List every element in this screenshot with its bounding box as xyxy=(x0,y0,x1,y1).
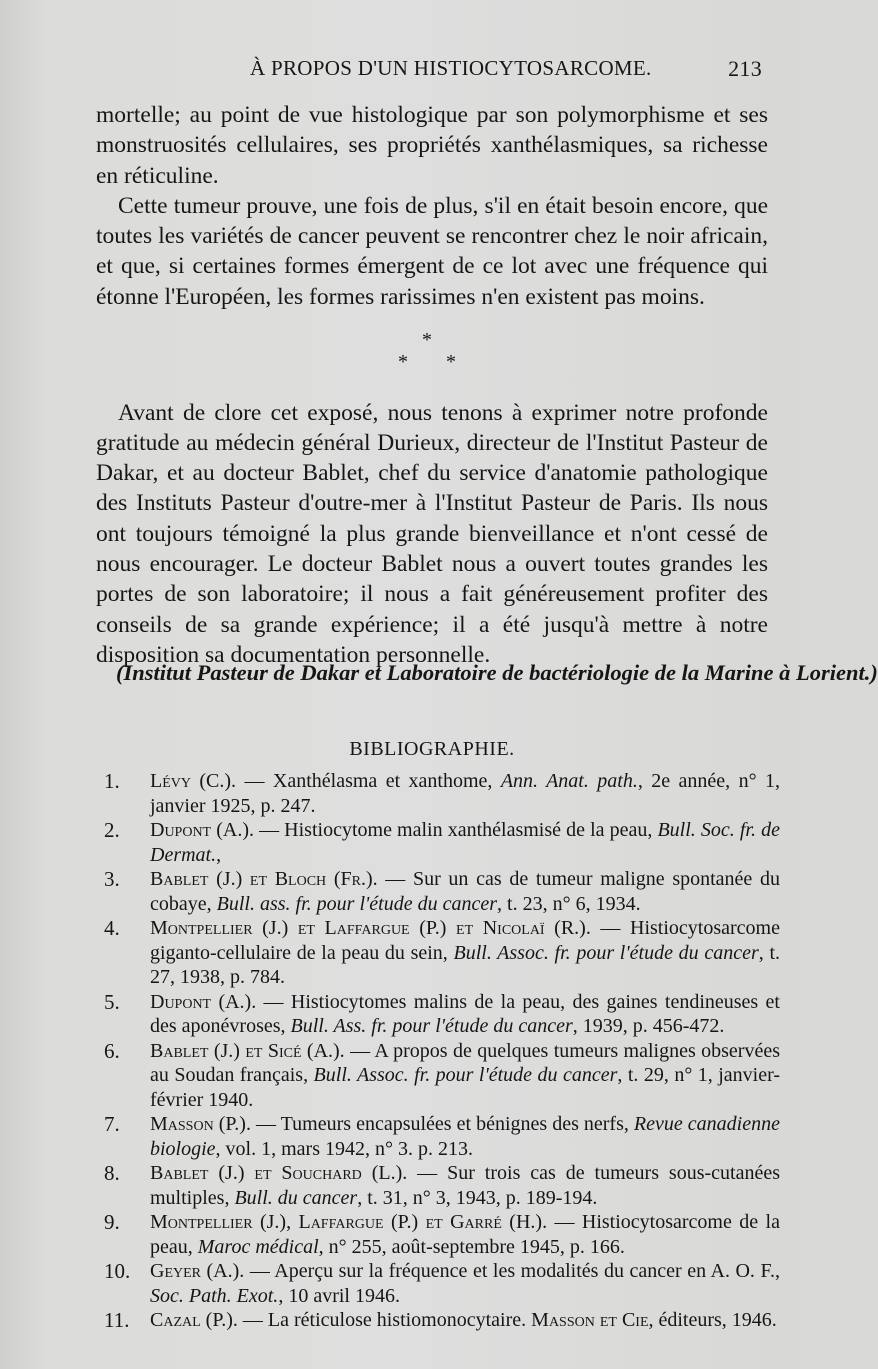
entry-number: 4. xyxy=(104,916,120,940)
entry-details: , vol. 1, mars 1942, n° 3. p. 213. xyxy=(215,1137,473,1160)
entry-details: , 10 avril 1946. xyxy=(278,1284,400,1307)
bibliography-entry xyxy=(104,990,780,1039)
bibliography-entry xyxy=(104,867,780,916)
entry-text: — Sur trois cas de tumeurs sous-cutanées multiples, xyxy=(150,1162,780,1209)
entry-journal: Bull. du cancer xyxy=(234,1186,358,1209)
running-header xyxy=(96,56,762,88)
entry-authors: Dupont (A.). xyxy=(150,990,257,1013)
bibliography-entry xyxy=(104,1161,780,1210)
entry-journal: Maroc médical xyxy=(197,1235,319,1258)
bibliography-title: BIBLIOGRAPHIE. xyxy=(349,738,515,760)
entry-text: — Tumeurs encapsulées et bénignes des nerfs, xyxy=(250,1113,634,1135)
entry-journal: Bull. Ass. fr. pour l'étude du cancer xyxy=(290,1015,573,1037)
entry-authors: Dupont (A.). xyxy=(150,819,254,841)
entry-number: 7. xyxy=(104,1112,120,1136)
entry-text: — Histiocytome malin xanthélasmisé de la peau, xyxy=(253,819,658,841)
entry-publisher: Masson et Cie xyxy=(531,1309,649,1331)
entry-number: 6. xyxy=(104,1038,120,1063)
entry-number: 8. xyxy=(104,1161,120,1185)
entry-journal: Bull. ass. fr. pour l'étude du cancer xyxy=(216,892,498,915)
entry-number: 3. xyxy=(104,867,120,891)
entry-details: , t. 31, n° 3, 1943, p. 189-194. xyxy=(357,1186,598,1209)
affiliation-line: (Institut Pasteur de Dakar et Laboratoire de bactériologie de la Marine à Lorient.) xyxy=(116,660,878,685)
entry-details: , éditeurs, 1946. xyxy=(648,1309,777,1331)
paragraph-1: mortelle; au point de vue histologique par son polymorphisme et ses monstruosités cellulaires, ses propriétés xanthélasmiques, sa richesse en réticuline. xyxy=(96,102,768,189)
entry-authors: Lévy (C.). xyxy=(150,770,237,792)
entry-details: , 2e année, n° 1, janvier 1925, p. 247. xyxy=(150,770,780,817)
entry-text: — Aperçu sur la fréquence et les modalités du cancer en A. O. F., xyxy=(244,1260,780,1282)
entry-details: , t. 29, n° 1, janvier-février 1940. xyxy=(150,1064,781,1111)
page-number: 213 xyxy=(728,56,762,81)
separator-star-top: * xyxy=(422,329,432,351)
entry-number: 2. xyxy=(104,818,120,842)
entry-text: — La réticulose histiomonocytaire. xyxy=(237,1309,532,1331)
bibliography-entry xyxy=(104,1039,780,1113)
entry-text: — Xanthélasma et xanthome, xyxy=(236,770,501,792)
entry-journal: Ann. Anat. path. xyxy=(500,770,638,792)
entry-authors: Montpellier (J.) et Laffargue (P.) et Nicolaï (R.). xyxy=(150,917,591,939)
running-title: À PROPOS D'UN HISTIOCYTOSARCOME. xyxy=(250,56,652,80)
entry-authors: Montpellier (J.), Laffargue (P.) et Garré (H.). xyxy=(150,1211,548,1233)
entry-journal: Bull. Assoc. fr. pour l'étude du cancer xyxy=(313,1064,618,1086)
entry-details: , t. 27, 1938, p. 784. xyxy=(150,941,781,988)
entry-authors: Masson (P.). xyxy=(150,1113,251,1135)
entry-details: , xyxy=(216,843,222,866)
entry-journal: Bull. Assoc. fr. pour l'étude du cancer xyxy=(453,941,759,964)
entry-details: , t. 23, n° 6, 1934. xyxy=(497,892,641,915)
bibliography-entry xyxy=(104,1308,780,1333)
section-separator xyxy=(96,326,768,376)
bibliography-entry xyxy=(104,916,780,990)
bibliography-entry xyxy=(104,1210,780,1259)
entry-journal: Soc. Path. Exot. xyxy=(150,1284,279,1307)
entry-authors: Bablet (J.) et Bloch (Fr.). xyxy=(150,868,378,890)
entry-number: 9. xyxy=(104,1210,120,1234)
entry-text: — Histiocytosarcome giganto-cellulaire de la peau du sein, xyxy=(150,917,780,964)
entry-journal: Revue canadienne biologie xyxy=(150,1113,780,1160)
entry-authors: Cazal (P.). xyxy=(150,1309,238,1331)
bibliography-list xyxy=(104,769,780,1333)
entry-text: — Histiocytomes malins de la peau, des gaines tendineuses et des aponévroses, xyxy=(150,990,780,1037)
entry-details: , 1939, p. 456-472. xyxy=(572,1015,725,1037)
entry-text: — Histiocytosarcome de la peau, xyxy=(150,1211,780,1258)
entry-authors: Bablet (J.) et Sicé (A.). xyxy=(150,1039,345,1062)
entry-details: , n° 255, août-septembre 1945, p. 166. xyxy=(318,1235,625,1258)
bibliography-entry xyxy=(104,1259,780,1308)
entry-journal: Bull. Soc. fr. de Dermat. xyxy=(150,819,780,866)
separator-star-left: * xyxy=(398,351,408,373)
body-text xyxy=(96,100,768,312)
entry-number: 1. xyxy=(104,769,120,793)
bibliography-entry xyxy=(104,818,780,867)
entry-text: — Sur un cas de tumeur maligne spontanée du cobaye, xyxy=(150,868,780,915)
bibliography-entry xyxy=(104,1112,780,1161)
entry-authors: Bablet (J.) et Souchard (L.). xyxy=(150,1162,408,1184)
entry-authors: Geyer (A.). xyxy=(150,1260,245,1282)
entry-number: 10. xyxy=(104,1259,131,1283)
bibliography-entry xyxy=(104,769,780,818)
entry-text: — A propos de quelques tumeurs malignes observées au Soudan français, xyxy=(150,1039,781,1086)
entry-number: 11. xyxy=(104,1308,130,1332)
acknowledgement-paragraph: Avant de clore cet exposé, nous tenons à exprimer notre profonde gratitude au médecin général Durieux, directeur de l'Institut Pasteur de Dakar, et au docteur Bablet, chef du service d'anatomie pathologique des Instituts Pasteur d'outre-mer à l'Institut Pasteur de Paris. Ils nous ont toujours témoigné la plus grande bienveillance et n'ont cessé de nous encourager. Le docteur Bablet nous a ouvert toutes grandes les portes de son laboratoire; il nous a fait généreusement profiter des conseils de sa grande expérience; il a été jusqu'à mettre à notre disposition sa documentation personnelle. xyxy=(96,399,768,668)
paragraph-2: Cette tumeur prouve, une fois de plus, s'il en était besoin encore, que toutes les variétés de cancer peuvent se rencontrer chez le noir africain, et que, si certaines formes émergent de ce lot avec une fréquence qui étonne l'Européen, les formes rarissimes n'en existent pas moins. xyxy=(96,192,768,310)
entry-number: 5. xyxy=(104,989,120,1014)
separator-star-right: * xyxy=(446,351,456,373)
